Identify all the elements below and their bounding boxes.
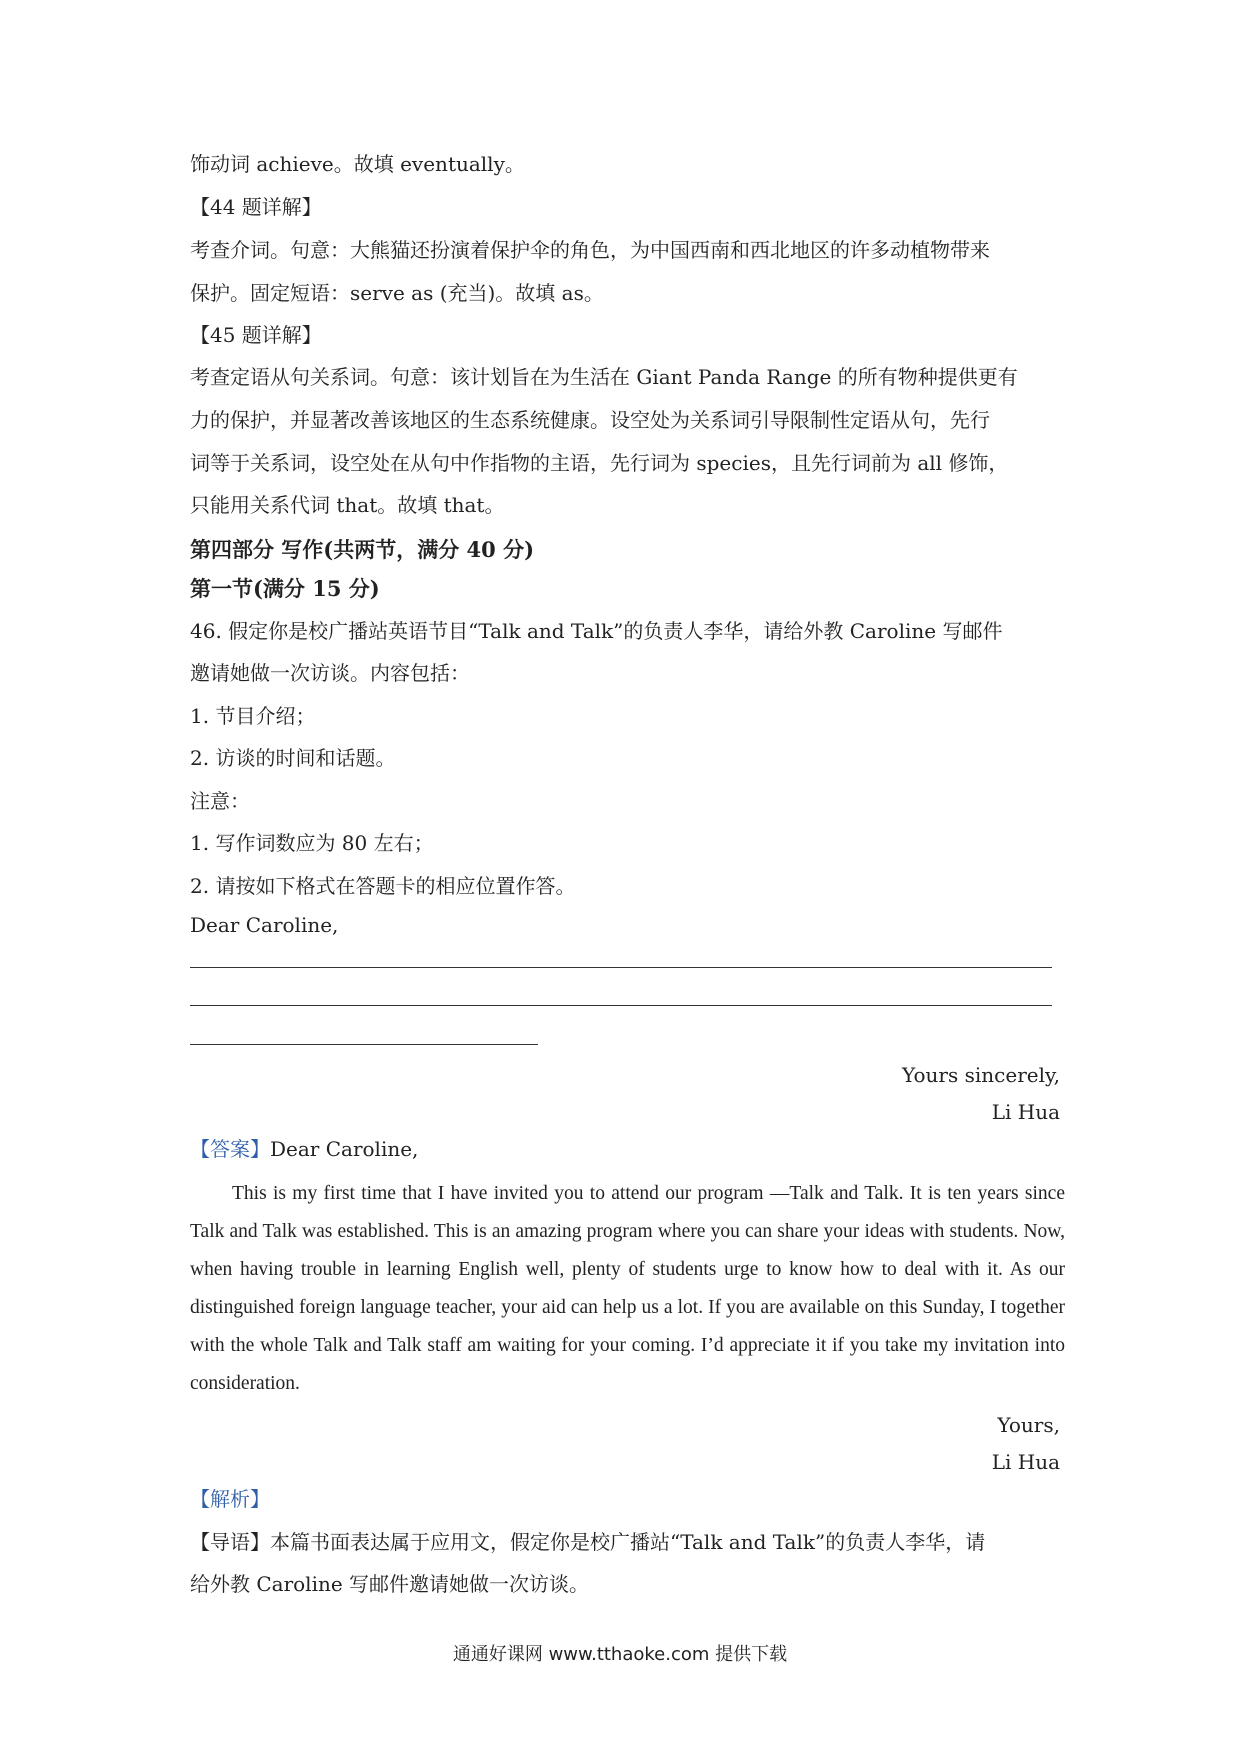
guide-tag: 【导语】 (190, 1530, 270, 1554)
guide-line (190, 1521, 1060, 1563)
text-line: 力的保护，并显著改善该地区的生态系统健康。设空处为关系词引导限制性定语从句，先行 (190, 408, 990, 432)
text-line: 词等于关系词，设空处在从句中作指物的主语，先行词为 species，且先行词前为 all 修饰， (190, 451, 1009, 475)
closing: Yours, (997, 1413, 1060, 1437)
text-line: 只能用关系代词 that。故填 that。 (190, 493, 505, 517)
list-item: 2. 请按如下格式在答题卡的相应位置作答。 (190, 874, 576, 898)
text-line: 给外教 Caroline 写邮件邀请她做一次访谈。 (190, 1572, 590, 1596)
answer-line (190, 967, 1052, 968)
signature: Li Hua (991, 1100, 1060, 1124)
salutation: Dear Caroline, (190, 913, 339, 937)
signature: Li Hua (991, 1450, 1060, 1474)
section-heading: 第一节(满分 15 分) (190, 576, 380, 601)
essay-body: This is my first time that I have invited you to attend our program —Talk and Talk. It is ten years since Talk and Talk was established. This is an amazing program where you can share your ideas with students. Now, when having trouble in learning English well, plenty of students urge to know how to deal with it. As our distinguished foreign language teacher, your aid can help us a lot. If you are available on this Sunday, I together with the whole Talk and Talk staff am waiting for your coming. I’d appreciate it if you take my invitation into consideration. (190, 1183, 1065, 1394)
text-line: 考查定语从句关系词。句意：该计划旨在为生活在 Giant Panda Range 的所有物种提供更有 (190, 365, 1018, 389)
list-item: 1. 写作词数应为 80 左右； (190, 831, 434, 855)
analysis-tag: 【解析】 (190, 1487, 270, 1511)
page-footer: 通通好课网 www.tthaoke.com 提供下载 (452, 1644, 788, 1665)
closing: Yours sincerely, (902, 1063, 1060, 1087)
q45-heading: 【45 题详解】 (190, 323, 322, 347)
guide-text: 本篇书面表达属于应用文，假定你是校广播站“Talk and Talk”的负责人李华，请 (270, 1530, 986, 1554)
text-line: 保护。固定短语：serve as (充当)。故填 as。 (190, 281, 604, 305)
text-line: 46. 假定你是校广播站英语节目“Talk and Talk”的负责人李华，请给外教 Caroline 写邮件 (190, 619, 1003, 643)
part-heading: 第四部分 写作(共两节，满分 40 分) (190, 537, 535, 562)
note-label: 注意： (190, 789, 250, 813)
list-item: 1. 节目介绍； (190, 704, 316, 728)
answer-line (190, 1005, 1052, 1006)
q44-heading: 【44 题详解】 (190, 195, 322, 219)
answer-salutation: Dear Caroline, (270, 1137, 419, 1161)
text-line: 饰动词 achieve。故填 eventually。 (190, 152, 525, 176)
text-line: 邀请她做一次访谈。内容包括： (190, 661, 470, 685)
answer-line (190, 1044, 538, 1045)
list-item: 2. 访谈的时间和话题。 (190, 746, 396, 770)
text-line: 考查介词。句意：大熊猫还扮演着保护伞的角色，为中国西南和西北地区的许多动植物带来 (190, 238, 990, 262)
answer-tag: 【答案】 (190, 1137, 270, 1161)
answer-line-text (190, 1128, 1060, 1170)
